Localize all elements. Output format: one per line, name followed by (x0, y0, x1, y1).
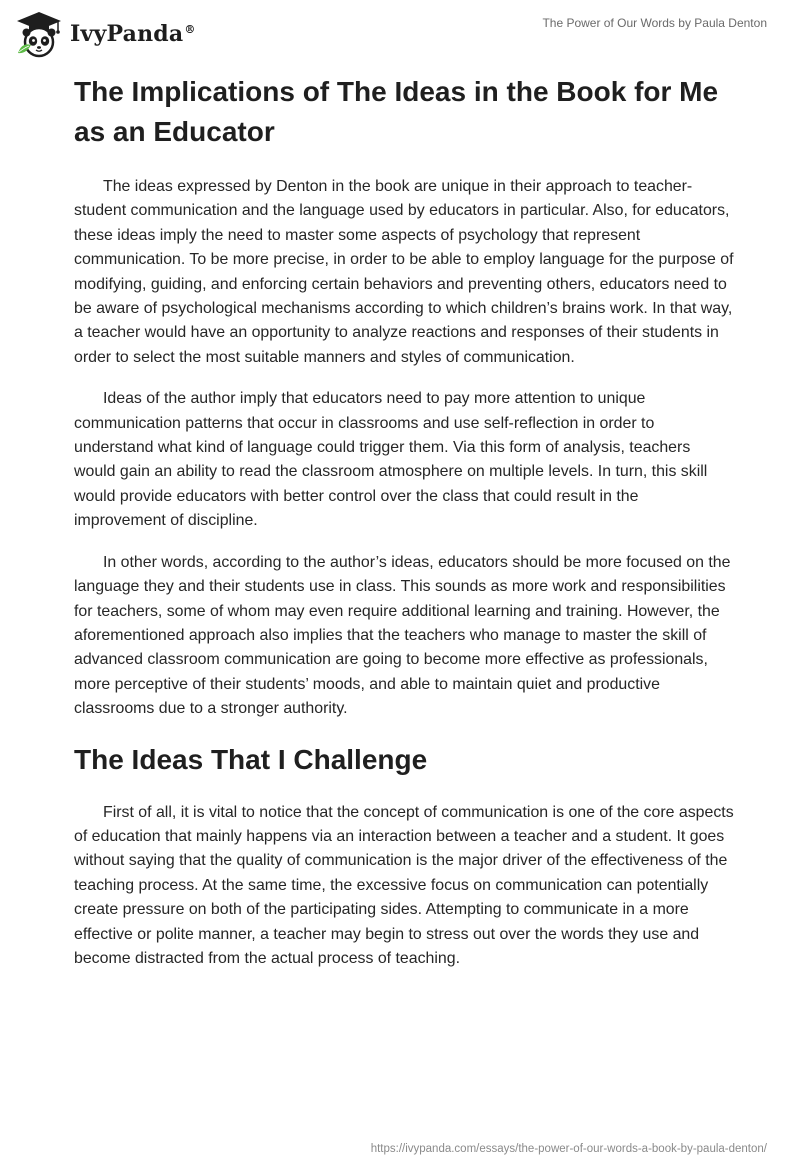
document-title: The Power of Our Words by Paula Denton (542, 16, 767, 30)
panda-graduate-icon (14, 9, 64, 59)
essay-content (74, 70, 734, 988)
brand-name: IvyPanda® (70, 21, 196, 47)
ivypanda-logo[interactable] (14, 9, 196, 59)
paragraph: In other words, according to the author’s ideas, educators should be more focused on the language they and their students use in class. This sounds as more work and responsibilities for teachers, some of whom may even require additional learning and training. However, the aforementioned approach also implies that the teachers who manage to master the skill of advanced classroom communication are going to become more effective as professionals, more perceptive of their students’ moods, and able to maintain quiet and productive classrooms due to a stronger authority. (74, 553, 731, 718)
source-url[interactable]: https://ivypanda.com/essays/the-power-of-our-words-a-book-by-paula-denton/ (370, 1143, 767, 1155)
paragraph: First of all, it is vital to notice that the concept of communication is one of the core aspects of education that mainly happens via an interaction between a teacher and a student. It goes without saying that the quality of communication is the major driver of the effectiveness of the teaching process. At the same time, the excessive focus on communication can potentially create pressure on both of the participating sides. Attempting to communicate in a more effective or polite manner, a teacher may begin to stress out over the words they use and become distracted from the actual process of teaching. (74, 803, 734, 967)
section-heading: The Ideas That I Challenge (74, 743, 428, 775)
paragraph: The ideas expressed by Denton in the book are unique in their approach to teacher-student communication and the language used by educators in particular. Also, for educators, these ideas imply the need to master some aspects of psychology that represent communication. To be more precise, in order to be able to employ language for the purpose of modifying, guiding, and enforcing certain behaviors and preventing others, educators need to be aware of psychological mechanisms according to which children’s brains work. In that way, a teacher would have an opportunity to analyze reactions and responses of their students in order to select the most suitable manners and styles of communication. (74, 178, 734, 366)
paragraph: Ideas of the author imply that educators need to pay more attention to unique communication patterns that occur in classrooms and use self-reflection in order to understand what kind of language could trigger them. Via this form of analysis, teachers would gain an ability to read the classroom atmosphere on multiple levels. In turn, this skill would provide educators with better control over the class that could result in the improvement of discipline. (74, 390, 708, 530)
page-header (0, 0, 800, 60)
section-heading: The Implications of The Ideas in the Book for Me as an Educator (74, 76, 719, 147)
registered-mark: ® (184, 22, 196, 36)
